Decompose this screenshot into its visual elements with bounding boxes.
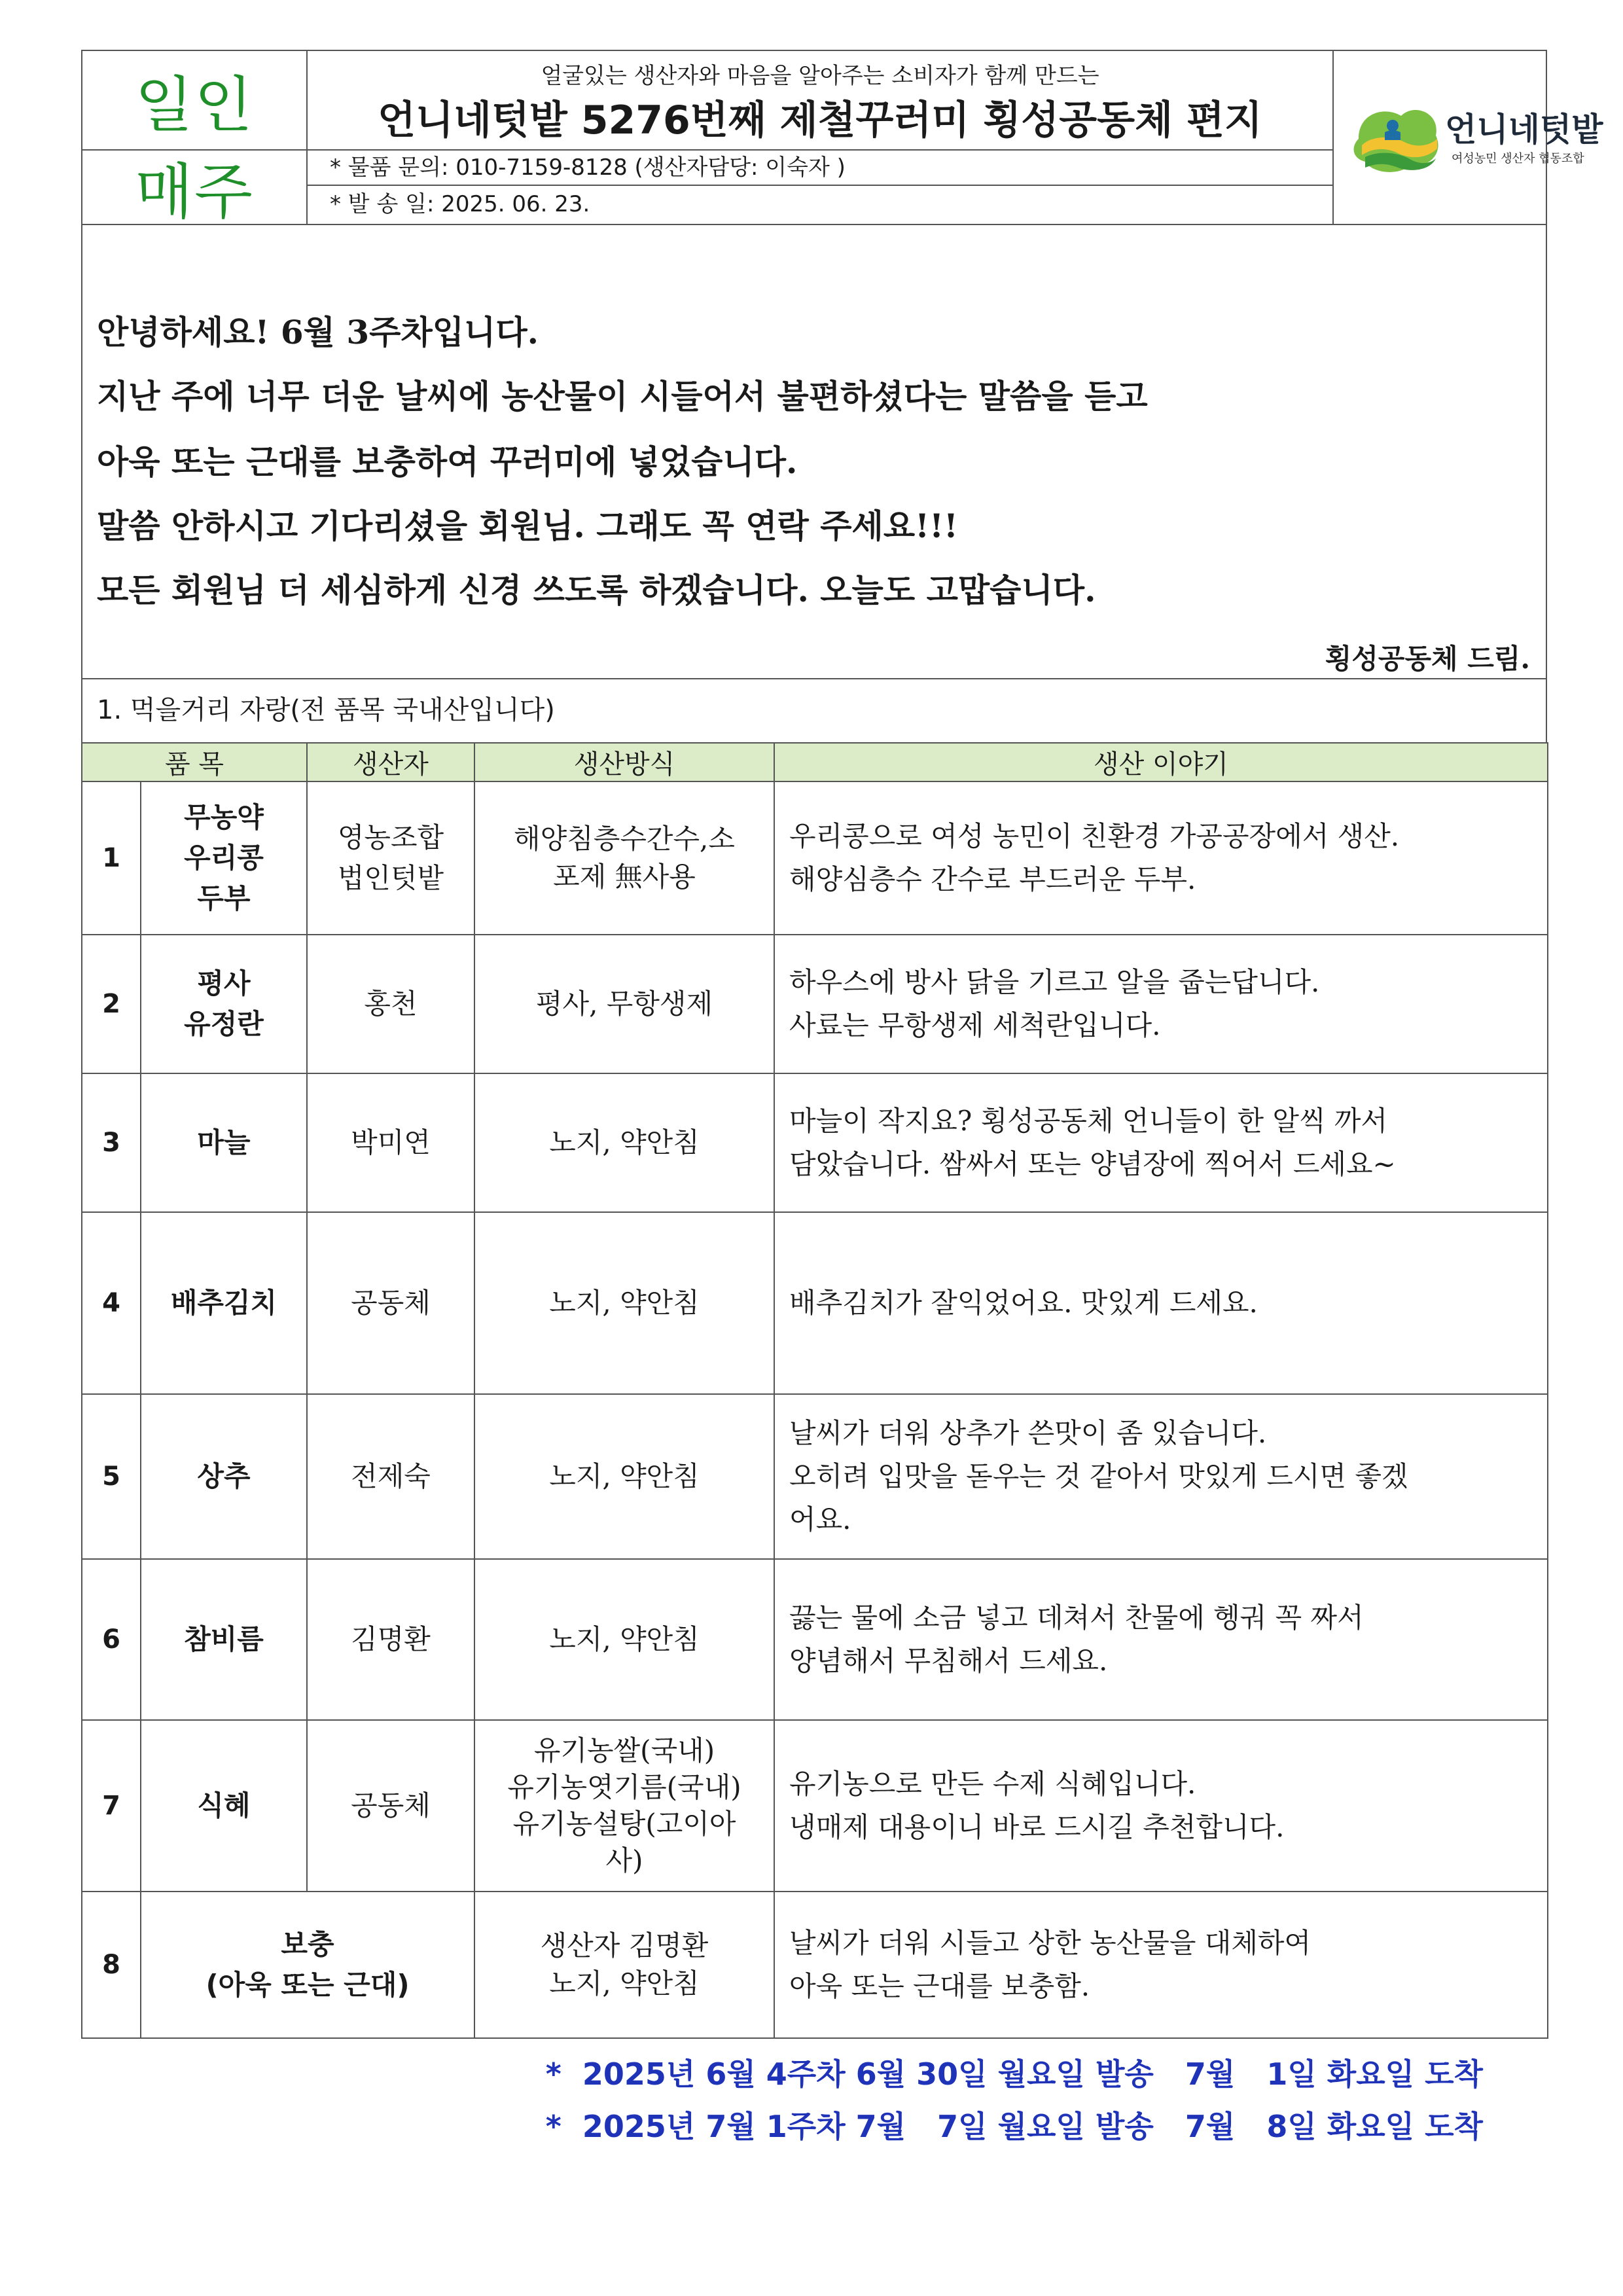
- table-row: [82, 1892, 1548, 2038]
- letter-page: [81, 50, 1603, 2170]
- table-row: [82, 1720, 1548, 1892]
- row-item: 평사 유정란: [141, 935, 307, 1073]
- row-number: 3: [82, 1073, 141, 1212]
- row-method: 생산자 김명환 노지, 약안침: [474, 1892, 774, 2038]
- letter-line: 말씀 안하시고 기다리셨을 회원님. 그래도 꼭 연락 주세요!!!: [97, 507, 959, 545]
- logo-name: 언니네텃밭: [1445, 111, 1603, 149]
- row-producer: 전제숙: [307, 1394, 474, 1559]
- table-header-row: [82, 743, 1548, 781]
- header-box: [81, 50, 1603, 227]
- letter-line: 아욱 또는 근대를 보충하여 꾸러미에 넣었습니다.: [97, 442, 798, 481]
- row-number: 2: [82, 935, 141, 1073]
- row-item: 마늘: [141, 1073, 307, 1212]
- logo-subtext: 여성농민 생산자 협동조합: [1452, 152, 1584, 166]
- table-row: [82, 1212, 1548, 1394]
- letter-line: 지난 주에 너무 더운 날씨에 농산물이 시들어서 불편하셨다는 말씀을 듣고: [97, 377, 1148, 416]
- row-method: 노지, 약안침: [474, 1073, 774, 1212]
- row-story: 유기농으로 만든 수제 식혜입니다. 냉매제 대용이니 바로 드시길 추천합니다.: [774, 1720, 1548, 1892]
- header-subtitle: 얼굴있는 생산자와 마음을 알아주는 소비자가 함께 만드는: [541, 63, 1099, 89]
- row-producer: 홍천: [307, 935, 474, 1073]
- delivery-notes: [81, 2039, 1547, 2170]
- row-story: 하우스에 방사 닭을 기르고 알을 줍는답니다. 사료는 무항생제 세척란입니다.: [774, 935, 1548, 1073]
- row-method: 노지, 약안침: [474, 1559, 774, 1720]
- section-title: 1. 먹을거리 자랑(전 품목 국내산입니다): [81, 679, 1547, 742]
- row-story: 배추김치가 잘익었어요. 맛있게 드세요.: [774, 1212, 1548, 1394]
- label-maeju: 매주: [135, 157, 254, 227]
- delivery-note: * 2025년 6월 4주차 6월 30일 월요일 발송 7월 1일 화요일 도착: [545, 2056, 1483, 2092]
- header-title: 언니네텃밭 5276번째 제철꾸러미 횡성공동체 편지: [378, 98, 1262, 143]
- row-method: 유기농쌀(국내) 유기농엿기름(국내) 유기농설탕(고이아 사): [474, 1720, 774, 1892]
- row-story: 마늘이 작지요? 횡성공동체 언니들이 한 알씩 까서 담았습니다. 쌈싸서 또는 양념장에 찍어서 드세요~: [774, 1073, 1548, 1212]
- row-story: 날씨가 더워 시들고 상한 농산물을 대체하여 아욱 또는 근대를 보충함.: [774, 1892, 1548, 2038]
- letter-line: 안녕하세요! 6월 3주차입니다.: [97, 313, 539, 351]
- row-producer: 공동체: [307, 1212, 474, 1394]
- row-number: 5: [82, 1394, 141, 1559]
- row-item: 참비름: [141, 1559, 307, 1720]
- header-item: 품 목: [82, 743, 307, 781]
- header-producer: 생산자: [307, 743, 474, 781]
- logo-area: [1334, 51, 1603, 224]
- row-producer: 영농조합 법인텃밭: [307, 781, 474, 935]
- row-item: 보충 (아욱 또는 근대): [141, 1892, 474, 2038]
- row-story: 우리콩으로 여성 농민이 친환경 가공공장에서 생산. 해양심층수 간수로 부드러운 두부.: [774, 781, 1548, 935]
- header-middle: [308, 51, 1334, 224]
- ship-date-line: * 발 송 일: 2025. 06. 23.: [330, 191, 590, 217]
- letter-body: [81, 225, 1547, 679]
- logo-icon: [1346, 99, 1444, 178]
- row-item: 식혜: [141, 1720, 307, 1892]
- row-method: 평사, 무항생제: [474, 935, 774, 1073]
- row-number: 6: [82, 1559, 141, 1720]
- letter-line: 모든 회원님 더 세심하게 신경 쓰도록 하겠습니다. 오늘도 고맙습니다.: [97, 571, 1096, 609]
- table-row: [82, 1559, 1548, 1720]
- items-table: [81, 742, 1548, 2039]
- table-row: [82, 935, 1548, 1073]
- row-story: 날씨가 더워 상추가 쓴맛이 좀 있습니다. 오히려 입맛을 돋우는 것 같아서 맛있게 드시면 좋겠 어요.: [774, 1394, 1548, 1559]
- table-row: [82, 781, 1548, 935]
- letter-signature: 횡성공동체 드림.: [1325, 643, 1530, 675]
- header-left: [82, 51, 308, 227]
- table-row: [82, 1073, 1548, 1212]
- table-row: [82, 1394, 1548, 1559]
- row-number: 4: [82, 1212, 141, 1394]
- row-number: 1: [82, 781, 141, 935]
- row-number: 8: [82, 1892, 141, 2038]
- header-method: 생산방식: [474, 743, 774, 781]
- label-ilin: 일인: [135, 70, 254, 140]
- delivery-note: * 2025년 7월 1주차 7월 7일 월요일 발송 7월 8일 화요일 도착: [545, 2109, 1483, 2144]
- row-method: 노지, 약안침: [474, 1212, 774, 1394]
- row-item: 배추김치: [141, 1212, 307, 1394]
- row-story: 끓는 물에 소금 넣고 데쳐서 찬물에 헹궈 꼭 짜서 양념해서 무침해서 드세요.: [774, 1559, 1548, 1720]
- row-item: 무농약 우리콩 두부: [141, 781, 307, 935]
- row-producer: 김명환: [307, 1559, 474, 1720]
- inquiry-line: * 물품 문의: 010-7159-8128 (생산자담당: 이숙자 ): [308, 149, 1332, 186]
- row-producer: 공동체: [307, 1720, 474, 1892]
- header-story: 생산 이야기: [774, 743, 1548, 781]
- row-item: 상추: [141, 1394, 307, 1559]
- row-producer: 박미연: [307, 1073, 474, 1212]
- row-number: 7: [82, 1720, 141, 1892]
- row-method: 노지, 약안침: [474, 1394, 774, 1559]
- row-method: 해양침층수간수,소 포제 無사용: [474, 781, 774, 935]
